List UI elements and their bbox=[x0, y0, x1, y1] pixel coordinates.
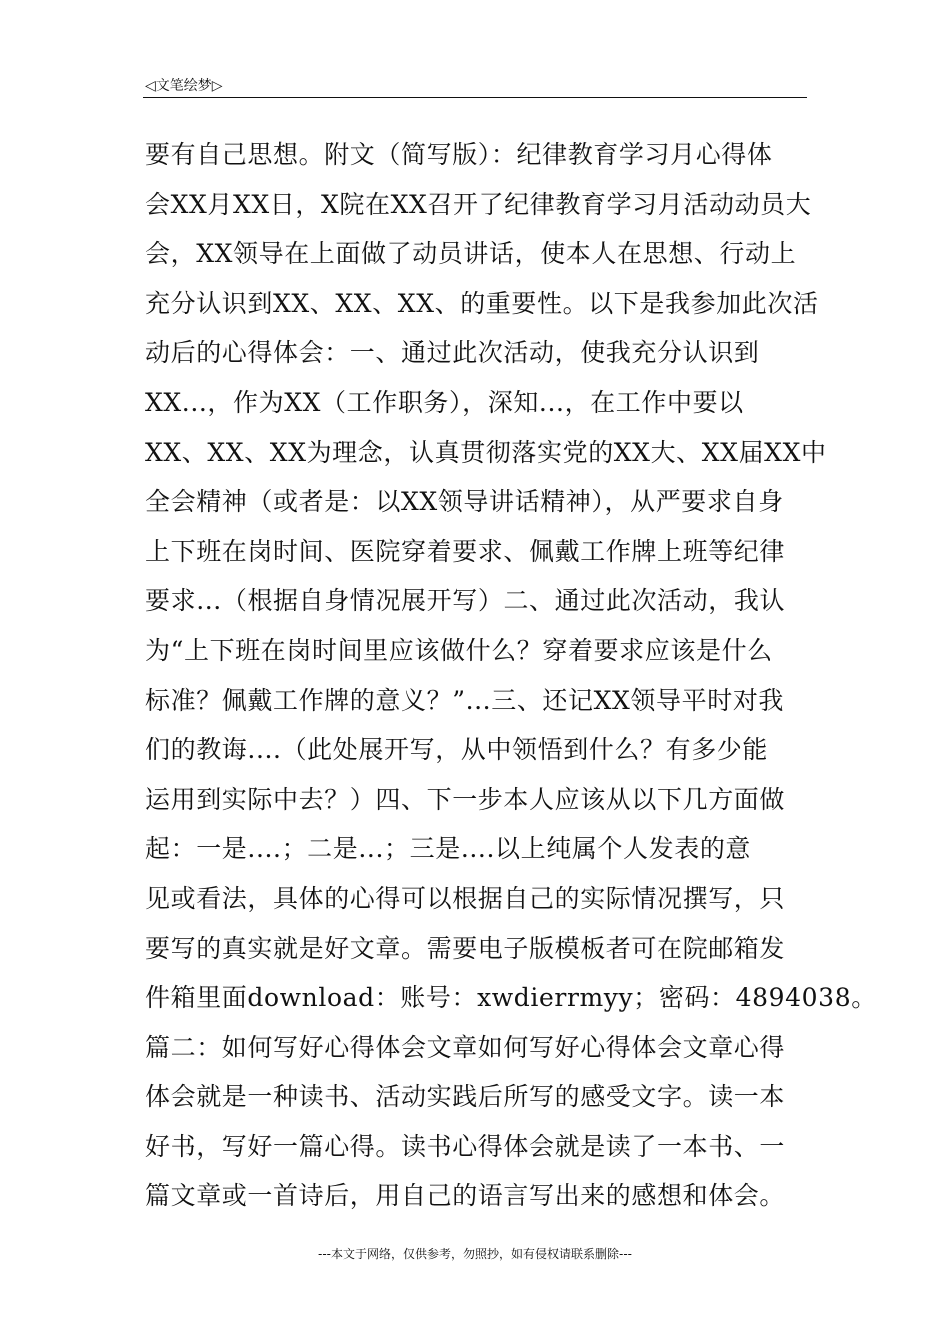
body-line: 篇二：如何写好心得体会文章如何写好心得体会文章心得 bbox=[145, 1032, 786, 1062]
body-line: 好书，写好一篇心得。读书心得体会就是读了一本书、一 bbox=[145, 1131, 786, 1161]
body-line: 为“上下班在岗时间里应该做什么？穿着要求应该是什么 bbox=[145, 635, 773, 665]
body-line: 篇文章或一首诗后，用自己的语言写出来的感想和体会。 bbox=[145, 1181, 786, 1211]
document-body bbox=[145, 130, 877, 1221]
page-footer-disclaimer: ---本文于网络，仅供参考，勿照抄，如有侵权请联系删除--- bbox=[318, 1247, 632, 1261]
body-line: 体会就是一种读书、活动实践后所写的感受文字。读一本 bbox=[145, 1082, 786, 1112]
body-line: 起：一是....；二是...；三是....以上纯属个人发表的意 bbox=[145, 834, 752, 864]
body-line: 上下班在岗时间、医院穿着要求、佩戴工作牌上班等纪律 bbox=[145, 536, 786, 566]
body-line: 充分认识到XX、XX、XX、的重要性。以下是我参加此次活 bbox=[145, 288, 819, 318]
page-header-title: ◁文笔绘梦▷ bbox=[145, 78, 223, 94]
header-divider bbox=[143, 97, 807, 98]
body-line: 全会精神（或者是：以XX领导讲话精神），从严要求自身 bbox=[145, 487, 784, 517]
body-line: XX、XX、XX为理念，认真贯彻落实党的XX大、XX届XX中 bbox=[145, 437, 827, 467]
body-line: 要有自己思想。附文（简写版）：纪律教育学习月心得体 bbox=[145, 140, 773, 169]
body-line: 标准？佩戴工作牌的意义？”...三、还记XX领导平时对我 bbox=[145, 685, 785, 715]
body-line: 运用到实际中去？）四、下一步本人应该从以下几方面做 bbox=[145, 784, 786, 814]
body-line: 要写的真实就是好文章。需要电子版模板者可在院邮箱发 bbox=[145, 933, 786, 963]
body-line: 件箱里面download：账号：xwdierrmyy；密码：4894038。 bbox=[145, 983, 877, 1013]
body-line: XX...，作为XX（工作职务），深知...，在工作中要以 bbox=[145, 387, 744, 417]
body-line: 要求...（根据自身情况展开写）二、通过此次活动，我认 bbox=[145, 586, 786, 616]
body-line: 动后的心得体会：一、通过此次活动，使我充分认识到 bbox=[145, 338, 760, 368]
body-line: 们的教诲....（此处展开写，从中领悟到什么？有多少能 bbox=[145, 735, 768, 765]
body-line: 会，XX领导在上面做了动员讲话，使本人在思想、行动上 bbox=[145, 239, 797, 269]
body-line: 会XX月XX日，X院在XX召开了纪律教育学习月活动动员大 bbox=[145, 189, 812, 219]
body-line: 见或看法，具体的心得可以根据自己的实际情况撰写，只 bbox=[145, 883, 786, 913]
